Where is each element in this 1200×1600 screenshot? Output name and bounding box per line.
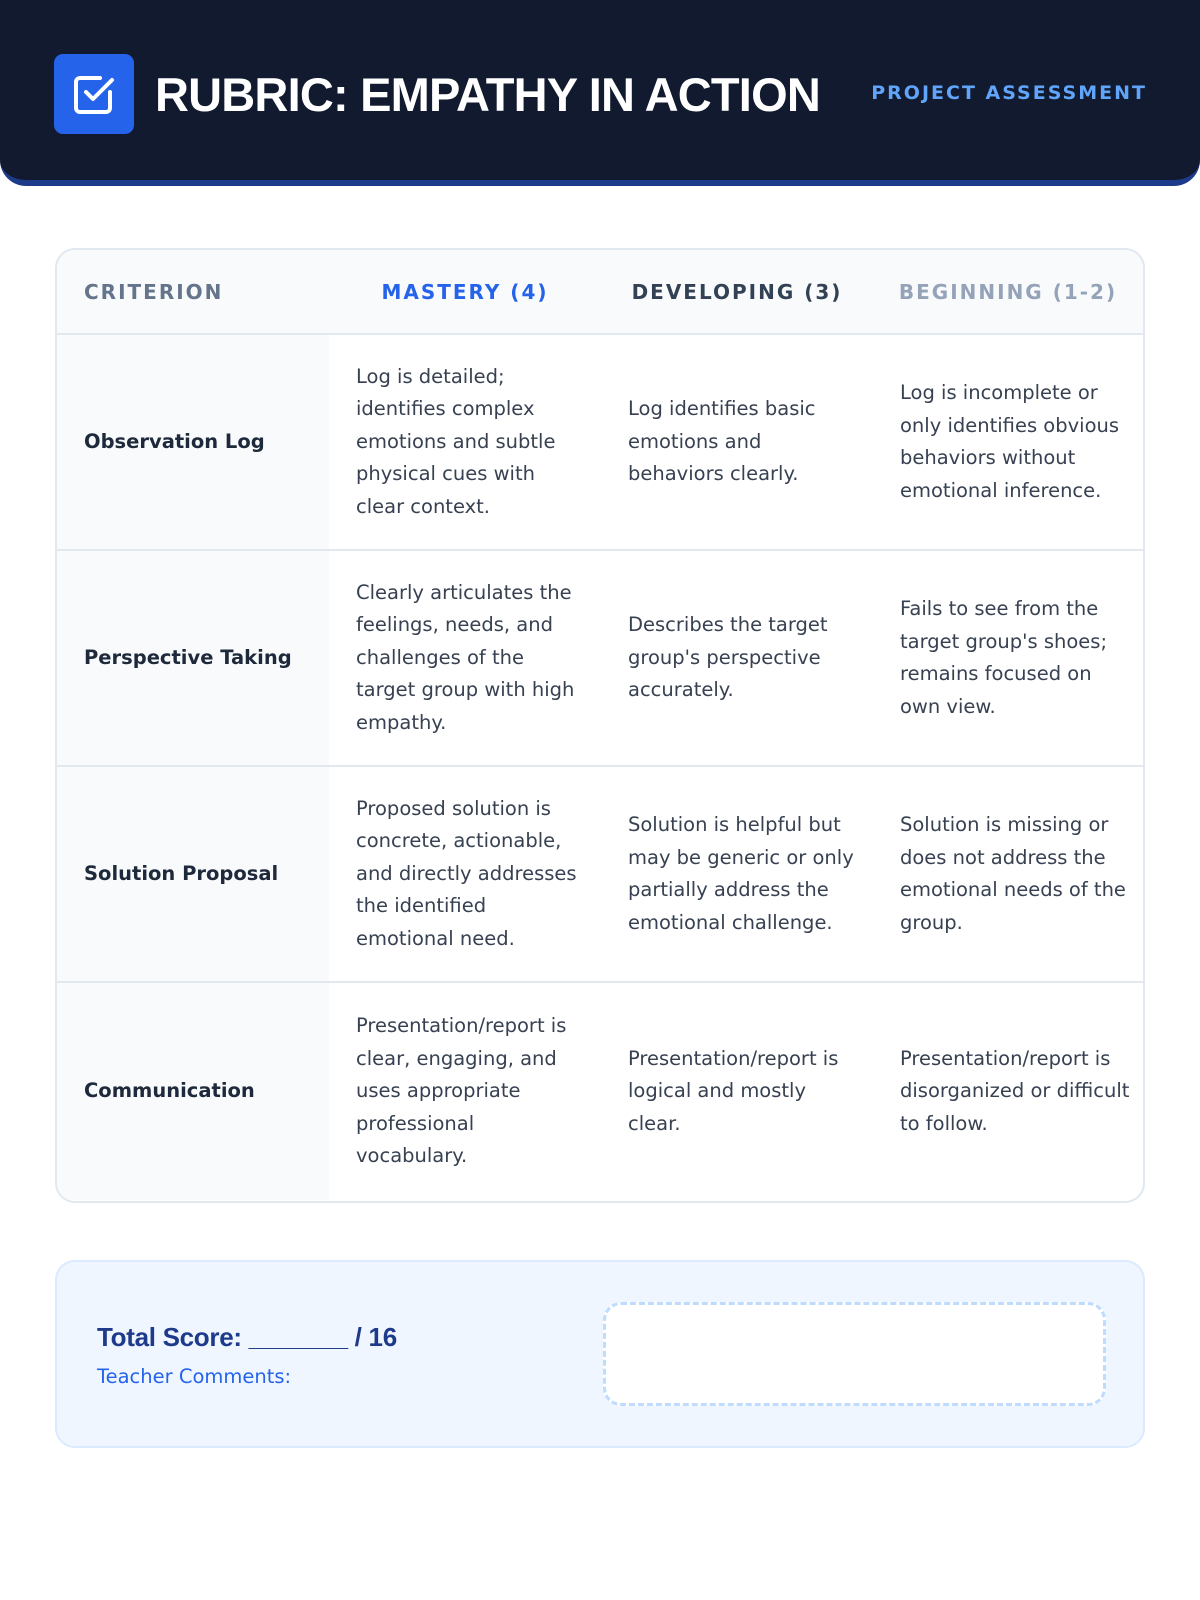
criterion-cell: Perspective Taking [57,551,329,765]
column-header-developing: DEVELOPING (3) [631,279,843,304]
mastery-cell: Log is detailed; identifies complex emotions and subtle physical cues with clear context. [356,364,556,518]
score-section [55,1260,1145,1448]
table-header [57,250,1143,335]
mastery-cell: Proposed solution is concrete, actionable, and directly addresses the identified emotional need. [356,796,577,950]
developing-cell: Solution is helpful but may be generic or only partially address the emotional challenge. [628,813,854,934]
table-row [57,335,1143,551]
page-header [0,0,1200,186]
table-row [57,983,1143,1200]
beginning-cell: Presentation/report is disorganized or difficult to follow. [900,1046,1130,1135]
teacher-comments-label: Teacher Comments: [97,1365,292,1388]
mastery-cell: Presentation/report is clear, engaging, and uses appropriate professional vocabulary. [356,1014,567,1168]
criterion-cell: Observation Log [57,335,329,549]
page-title: RUBRIC: EMPATHY IN ACTION [155,68,820,121]
column-header-criterion: CRITERION [84,279,224,304]
column-header-beginning: BEGINNING (1-2) [898,279,1118,304]
teacher-comments-box[interactable] [603,1302,1106,1406]
beginning-cell: Solution is missing or does not address the emotional needs of the group. [900,813,1126,934]
total-score-label: Total Score: _______ / 16 [97,1322,397,1352]
mastery-cell: Clearly articulates the feelings, needs, and challenges of the target group with high empathy. [356,580,575,734]
developing-cell: Log identifies basic emotions and behaviors clearly. [628,397,816,486]
rubric-table [55,248,1145,1203]
table-row [57,767,1143,983]
table-row [57,551,1143,767]
criterion-cell: Communication [57,983,329,1200]
beginning-cell: Log is incomplete or only identifies obvious behaviors without emotional inference. [900,381,1120,502]
page-subtitle: PROJECT ASSESSMENT [871,82,1147,104]
checkbox-icon [54,54,134,134]
beginning-cell: Fails to see from the target group's shoes; remains focused on own view. [900,597,1108,718]
developing-cell: Presentation/report is logical and mostly clear. [628,1046,839,1135]
criterion-cell: Solution Proposal [57,767,329,981]
column-header-mastery: MASTERY (4) [381,279,549,304]
developing-cell: Describes the target group's perspective accurately. [628,613,828,702]
